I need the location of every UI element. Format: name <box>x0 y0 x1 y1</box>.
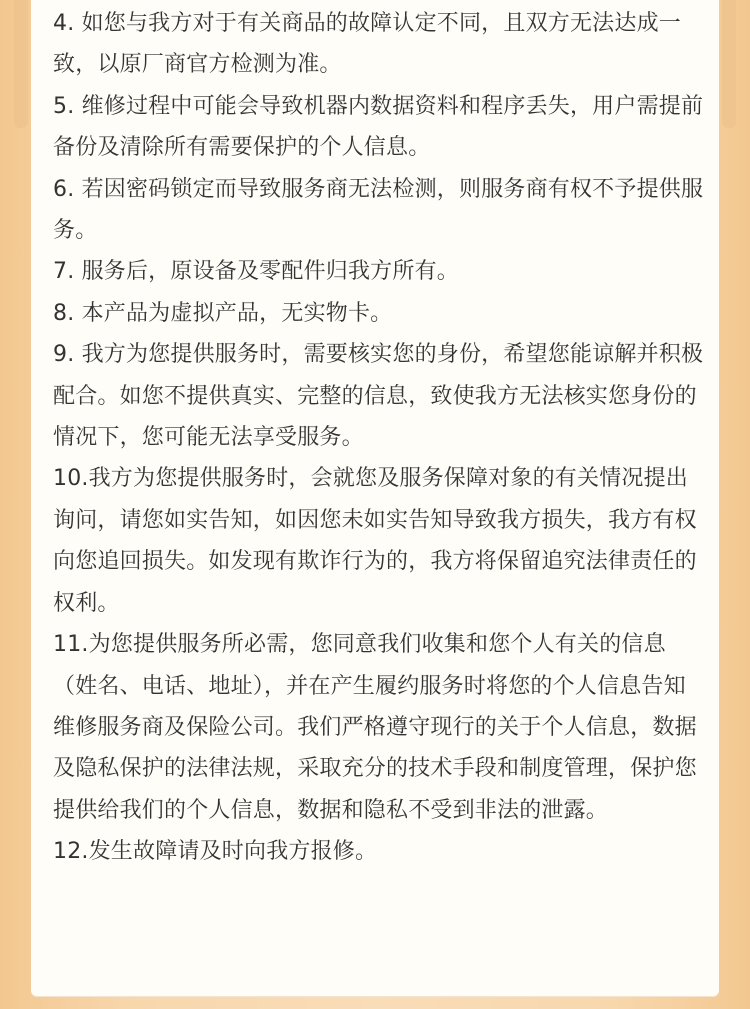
terms-item-4: 4. 如您与我方对于有关商品的故障认定不同，且双方无法达成一致，以原厂商官方检测为准。 <box>53 11 681 78</box>
right-decorative-tab <box>722 0 736 128</box>
terms-list <box>53 3 705 873</box>
terms-item-10: 10.我方为您提供服务时，会就您及服务保障对象的有关情况提出询问，请您如实告知，如因您未如实告知导致我方损失，我方有权向您追回损失。如发现有欺诈行为的，我方将保留追究法律责任的权利。 <box>53 466 697 616</box>
terms-item-5: 5. 维修过程中可能会导致机器内数据资料和程序丢失，用户需提前备份及清除所有需要保护的个人信息。 <box>53 93 704 161</box>
terms-item-12: 12.发生故障请及时向我方报修。 <box>53 839 378 865</box>
terms-card <box>31 0 719 997</box>
left-decorative-tab <box>14 0 28 128</box>
terms-item-6: 6. 若因密码锁定而导致服务商无法检测，则服务商有权不予提供服务。 <box>53 176 704 244</box>
terms-item-11: 11.为您提供服务所必需，您同意我们收集和您个人有关的信息（姓名、电话、地址），并在产生履约服务时将您的个人信息告知维修服务商及保险公司。我们严格遵守现行的关于个人信息，数据及隐私保护的法律法规，采取充分的技术手段和制度管理，保护您提供给我们的个人信息，数据和隐私不受到非法的泄露。 <box>53 632 697 823</box>
terms-item-7: 7. 服务后，原设备及零配件归我方所有。 <box>53 259 459 285</box>
terms-item-9: 9. 我方为您提供服务时，需要核实您的身份，希望您能谅解并积极配合。如您不提供真实、完整的信息，致使我方无法核实您身份的情况下，您可能无法享受服务。 <box>53 342 704 451</box>
terms-item-8: 8. 本产品为虚拟产品，无实物卡。 <box>53 300 393 326</box>
